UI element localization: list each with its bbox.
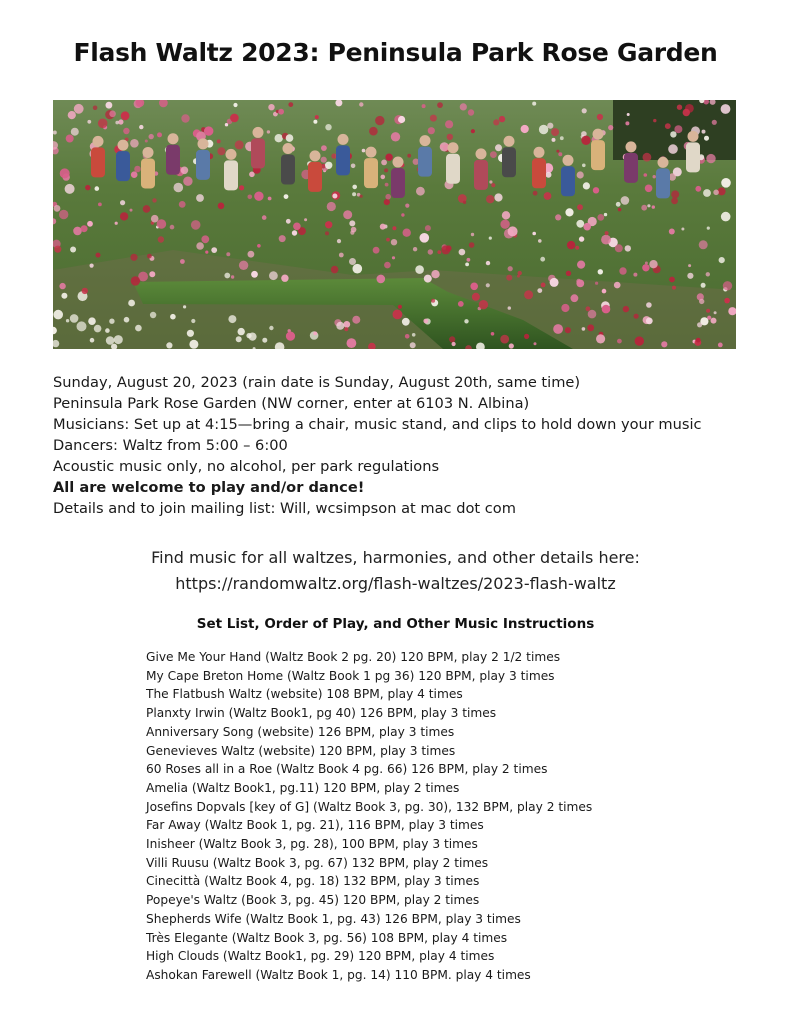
setlist-item: 60 Roses all in a Roe (Waltz Book 4 pg. 66) 126 BPM, play 2 times (146, 762, 548, 777)
rose-garden-photo (53, 100, 736, 349)
setlist-item: Popeye's Waltz (Book 3, pg. 45) 120 BPM, play 2 times (146, 893, 480, 908)
setlist-item: High Clouds (Waltz Book1, pg. 29) 120 BPM, play 4 times (146, 949, 495, 964)
setlist-item: Cinecittà (Waltz Book 4, pg. 18) 132 BPM, play 3 times (146, 874, 480, 889)
setlist-item: Genevieves Waltz (website) 120 BPM, play 3 times (146, 743, 456, 758)
park-regulations: Acoustic music only, no alcohol, per park regulations (53, 458, 440, 475)
dancers-info: Dancers: Waltz from 5:00 – 6:00 (53, 437, 288, 454)
page-title: Flash Waltz 2023: Peninsula Park Rose Garden (73, 38, 718, 67)
find-music-text: Find music for all waltzes, harmonies, and other details here: (151, 548, 640, 567)
setlist-item: Give Me Your Hand (Waltz Book 2 pg. 20) 120 BPM, play 2 1/2 times (146, 650, 561, 664)
setlist-item: Shepherds Wife (Waltz Book 1, pg. 43) 126 BPM, play 3 times (146, 911, 521, 926)
setlist-item: Villi Ruusu (Waltz Book 3, pg. 67) 132 BPM, play 2 times (146, 855, 489, 870)
setlist-item: The Flatbush Waltz (website) 108 BPM, play 4 times (146, 687, 463, 702)
musicians-info: Musicians: Set up at 4:15—bring a chair, music stand, and clips to hold down your music (53, 416, 702, 433)
event-date: Sunday, August 20, 2023 (rain date is Sunday, August 20th, same time) (53, 374, 581, 391)
setlist-item: My Cape Breton Home (Waltz Book 1 pg 36) 120 BPM, play 3 times (146, 668, 555, 683)
setlist-item: Far Away (Waltz Book 1, pg. 21), 116 BPM, play 3 times (146, 818, 484, 833)
event-details (53, 372, 773, 519)
setlist-item: Anniversary Song (website) 126 BPM, play 3 times (146, 724, 455, 739)
welcome-message: All are welcome to play and/or dance! (53, 479, 365, 496)
setlist-item: Planxty Irwin (Waltz Book1, pg 40) 126 BPM, play 3 times (146, 706, 497, 721)
contact-info: Details and to join mailing list: Will, wcsimpson at mac dot com (53, 500, 516, 517)
setlist-item: Amelia (Waltz Book1, pg.11) 120 BPM, play 2 times (146, 780, 460, 795)
setlist-item: Ashokan Farewell (Waltz Book 1, pg. 14) 110 BPM. play 4 times (146, 967, 531, 982)
setlist-item: Très Elegante (Waltz Book 3, pg. 56) 108 BPM, play 4 times (146, 930, 508, 945)
setlist-item: Josefins Dopvals [key of G] (Waltz Book 3, pg. 30), 132 BPM, play 2 times (146, 799, 593, 814)
music-url-link[interactable]: https://randomwaltz.org/flash-waltzes/2023-flash-waltz (175, 574, 616, 593)
setlist-item: Inisheer (Waltz Book 3, pg. 28), 100 BPM, play 3 times (146, 837, 478, 852)
setlist-heading: Set List, Order of Play, and Other Music Instructions (196, 616, 595, 632)
setlist (146, 648, 746, 985)
event-location: Peninsula Park Rose Garden (NW corner, enter at 6103 N. Albina) (53, 395, 530, 412)
find-music-block (0, 545, 791, 597)
